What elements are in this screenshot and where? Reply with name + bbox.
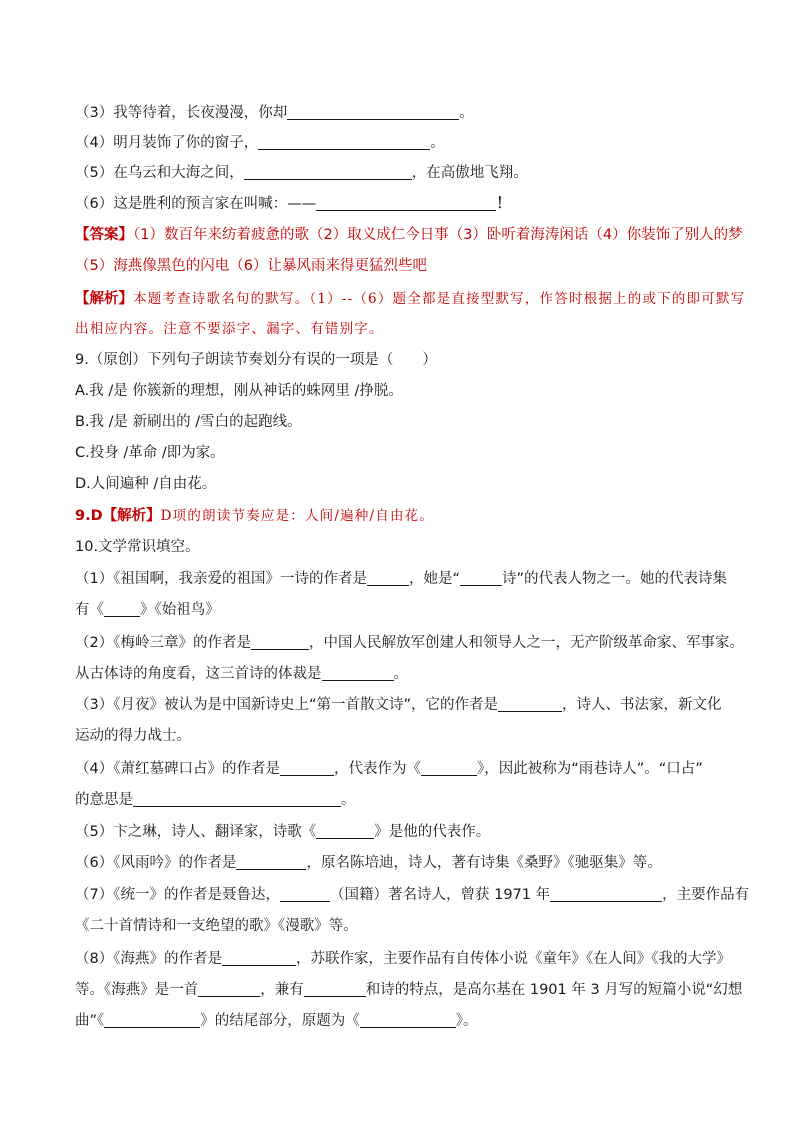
text: （国籍）著名诗人，曾获 1971 年 [329,887,551,903]
question-10-2 [75,633,744,653]
answer-8-line-2 [75,256,427,276]
text: （6）《风雨吟》的作者是 [75,855,237,871]
option-b[interactable]: B.我 /是 新刷出的 /雪白的起跑线。 [75,414,302,430]
text: ，主要作品有 [662,887,750,903]
question-10: 10.文学常识填空。 [75,539,200,555]
text: （2）《梅岭三章》的作者是 [75,635,251,651]
text: 的意思是 [75,792,133,808]
text: （5）在乌云和大海之间， [75,165,244,181]
option-d[interactable]: D.人间遍种 /自由花。 [75,476,217,492]
answer-8-line-1 [75,225,743,245]
blank[interactable] [104,1012,200,1028]
text: 和诗的特点，是高尔基在 1901 年 3 月写的短篇小说“幻想 [365,982,743,998]
text: （4）明月装饰了你的窗子， [75,135,259,151]
question-10-3-cont: 运动的得力战士。 [75,728,191,744]
text: ，兼有 [260,982,304,998]
question-8-3 [75,103,474,123]
text: ，在高傲地飞翔。 [411,165,528,181]
blank[interactable] [498,696,562,712]
analysis-8-line-2 [75,319,384,339]
analysis-text: 出相应内容。注意不要添字、漏字、有错别字。 [75,321,384,337]
text: （8）《海燕》的作者是 [75,951,222,967]
question-8-6 [75,194,511,214]
blank[interactable] [360,1012,456,1028]
text: ，诗人、书法家，新文化 [562,697,722,713]
question-9: 9.（原创）下列句子朗读节奏划分有误的一项是（ ） [75,352,437,368]
blank[interactable] [258,134,430,150]
blank[interactable] [104,601,140,617]
text: （6）这是胜利的预言家在叫喊：—— [75,196,317,212]
text: ，中国人民解放军创建人和领导人之一，无产阶级革命家、军事家。 [308,635,744,651]
question-10-7 [75,885,749,905]
question-10-8-cont-2 [75,1011,478,1031]
text: （3）《月夜》被认为是中国新诗史上“第一首散文诗”，它的作者是 [75,697,498,713]
blank[interactable] [460,570,502,586]
text: 》是他的代表作。 [374,824,491,840]
analysis-tag: 【解析】 [75,291,133,307]
text: 诗”的代表人物之一。她的代表诗集 [502,571,728,587]
text: ！ [496,196,511,212]
text: 。 [393,666,408,682]
blank[interactable] [236,854,306,870]
answer-9 [75,506,434,526]
question-10-8 [75,949,731,969]
answer-text: （1）数百年来纺着疲惫的歌（2）取义成仁今日事（3）卧听着海涛闲话（4）你装饰了别人的梦 [133,227,743,243]
blank[interactable] [367,570,409,586]
blank[interactable] [222,950,296,966]
text: ，原名陈培迪，诗人，著有诗集《桑野》《驰驱集》等。 [306,855,662,871]
answer-tag: 9.D【解析】 [75,508,161,524]
text: 。 [430,135,445,151]
text: 》的结尾部分，原题为《 [200,1013,360,1029]
blank[interactable] [287,104,459,120]
text: ，她是“ [408,571,460,587]
text: 从古体诗的角度看，这三首诗的体裁是 [75,666,322,682]
question-10-6 [75,853,662,873]
text: 有《 [75,602,104,618]
text: （4）《萧红墓碑口占》的作者是 [75,761,280,777]
blank[interactable] [244,164,412,180]
text: 》《始祖鸟》 [140,602,220,618]
text: ，代表作为《 [333,761,421,777]
option-c[interactable]: C.投身 /革命 /即为家。 [75,445,225,461]
analysis-8-line-1 [75,289,745,309]
blank[interactable] [316,195,496,211]
answer-tag: 【答案】 [75,227,133,243]
blank[interactable] [322,665,394,681]
text: 曲”《 [75,1013,105,1029]
blank[interactable] [550,886,662,902]
question-10-4-cont [75,790,356,810]
text: ，苏联作家，主要作品有自传体小说《童年》《在人间》《我的大学》 [295,951,731,967]
text: 。 [459,105,474,121]
blank[interactable] [304,981,366,997]
question-10-1-cont [75,600,220,620]
question-10-5 [75,822,490,842]
text: （3）我等待着，长夜漫漫，你却 [75,105,288,121]
blank[interactable] [316,823,374,839]
option-a[interactable]: A.我 /是 你簇新的理想，刚从神话的蛛网里 /挣脱。 [75,383,403,399]
blank[interactable] [421,760,477,776]
text: 。 [341,792,356,808]
question-8-4 [75,133,445,153]
text: （5）卞之琳，诗人、翻译家，诗歌《 [75,824,317,840]
question-8-5 [75,163,528,183]
question-10-7-cont: 《二十首情诗和一支绝望的歌》《漫歌》等。 [75,918,358,934]
question-10-1 [75,569,727,589]
blank[interactable] [280,886,330,902]
question-10-4 [75,759,703,779]
blank[interactable] [280,760,334,776]
blank[interactable] [198,981,260,997]
blank[interactable] [251,634,309,650]
text: 》，因此被称为“雨巷诗人”。“口占” [476,761,703,777]
analysis-text: 本题考查诗歌名句的默写。（1）--（6）题全都是直接型默写，作答时根据上的或下的即可默写 [133,291,746,307]
text: （7）《统一》的作者是聂鲁达， [75,887,280,903]
question-10-2-cont [75,664,408,684]
question-10-3 [75,695,722,715]
blank[interactable] [133,791,341,807]
text: （1）《祖国啊，我亲爱的祖国》一诗的作者是 [75,571,367,587]
analysis-text: D项的朗读节奏应是：人间/遍种/自由花。 [160,508,435,524]
question-10-8-cont-1 [75,980,742,1000]
answer-text: （5）海燕像黑色的闪电（6）让暴风雨来得更猛烈些吧 [75,258,427,274]
text: 》。 [455,1013,478,1029]
text: 等。《海燕》是一首 [75,982,199,998]
